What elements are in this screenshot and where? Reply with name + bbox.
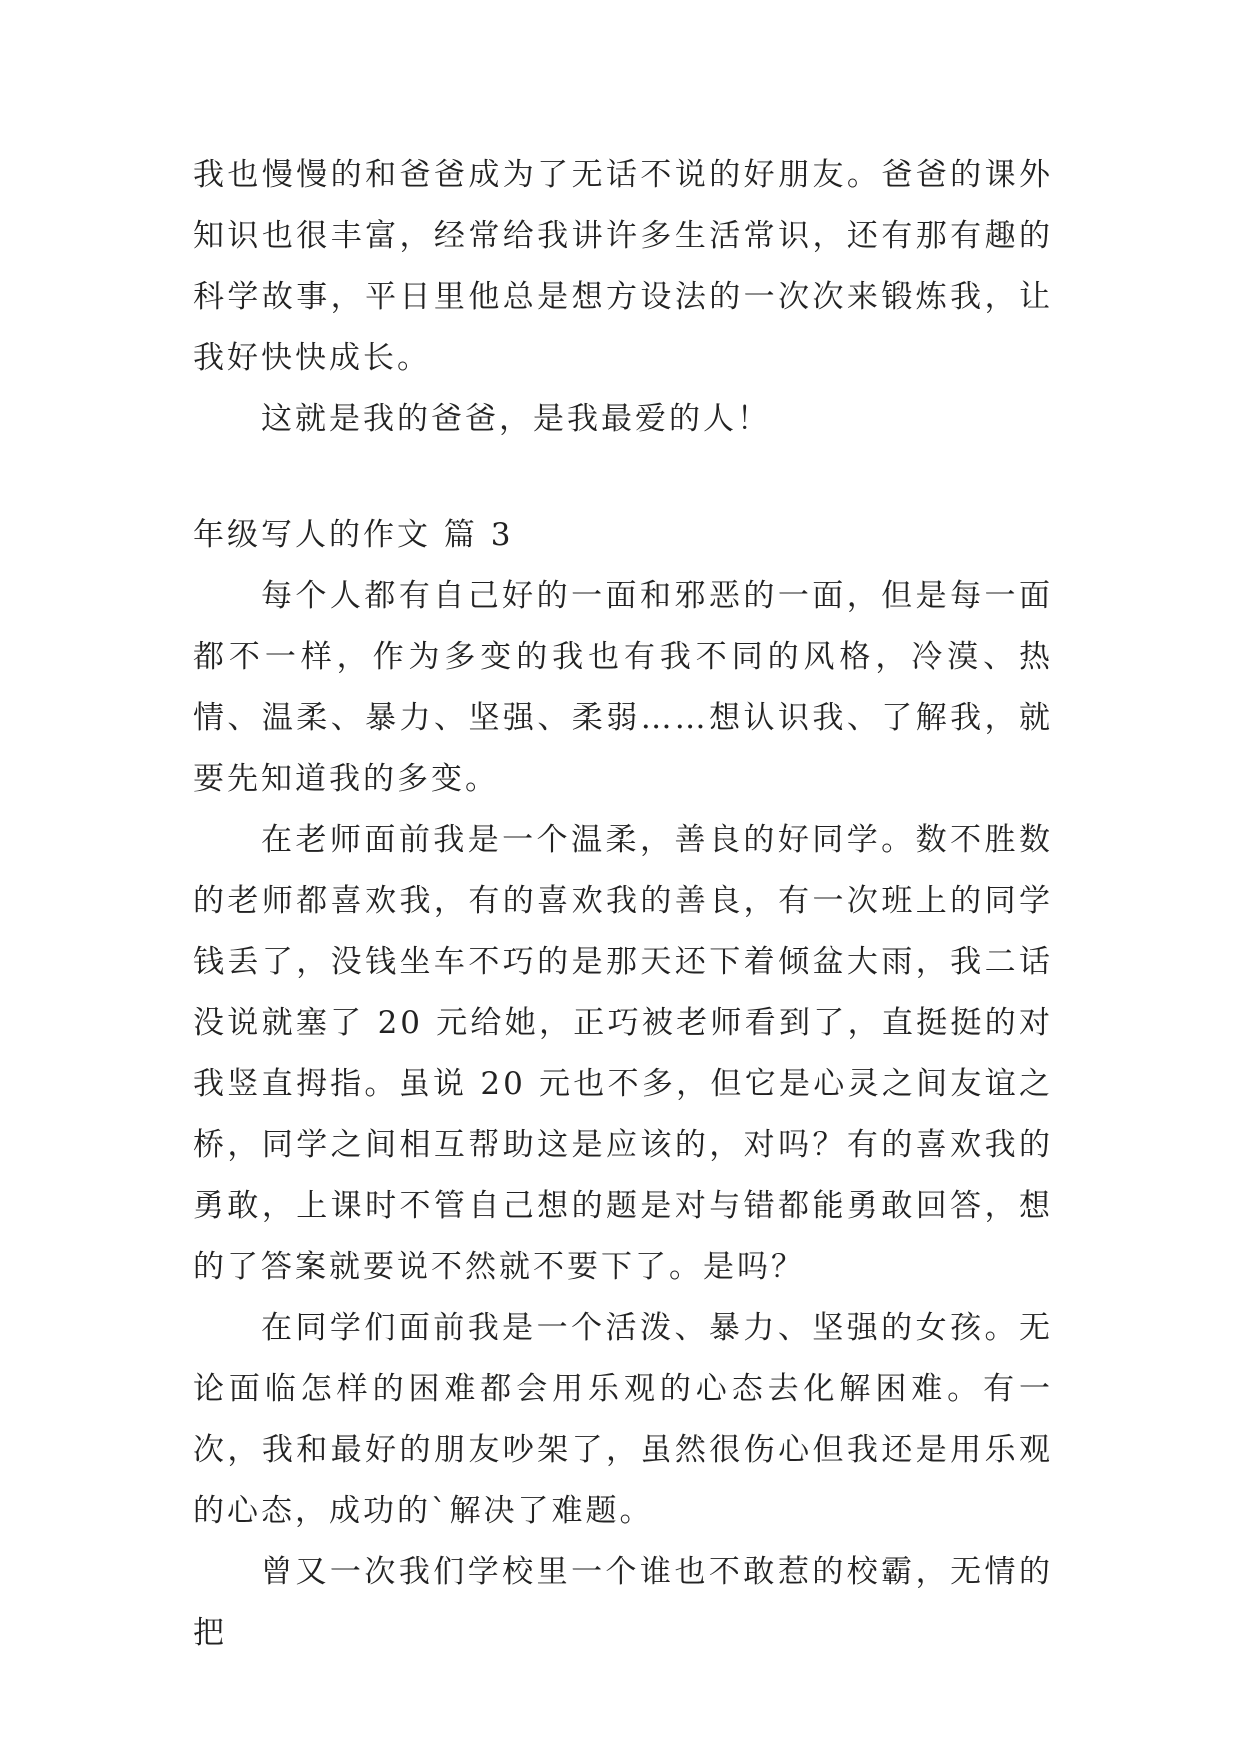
section-heading: 年级写人的作文 篇 3	[193, 517, 514, 553]
paragraph-closing: 这就是我的爸爸，是我最爱的人！	[261, 401, 771, 437]
paragraph-2: 在老师面前我是一个温柔，善良的好同学。数不胜数的老师都喜欢我，有的喜欢我的善良，有一次班上的同学钱丢了，没钱坐车不巧的是那天还下着倾盆大雨，我二话没说就塞了 20 元给她，正巧被老师看到了，直挺挺的对我竖直拇指。虽说 20 元也不多，但它是心灵之间友谊之桥，同学之间相互帮助这是应该的，对吗？有的喜欢我的勇敢，上课时不管自己想的题是对与错都能勇敢回答，想的了答案就要说不然就不要下了。是吗？	[193, 822, 1053, 1285]
paragraph-4: 曾又一次我们学校里一个谁也不敢惹的校霸，无情的把	[193, 1554, 1053, 1651]
paragraph-continued: 我也慢慢的和爸爸成为了无话不说的好朋友。爸爸的课外知识也很丰富，经常给我讲许多生活常识，还有那有趣的科学故事，平日里他总是想方设法的一次次来锻炼我，让我好快快成长。	[193, 157, 1053, 376]
paragraph-1: 每个人都有自己好的一面和邪恶的一面，但是每一面都不一样，作为多变的我也有我不同的风格，冷漠、热情、温柔、暴力、坚强、柔弱……想认识我、了解我，就要先知道我的多变。	[193, 578, 1053, 797]
document-body	[193, 145, 1053, 1664]
paragraph-3: 在同学们面前我是一个活泼、暴力、坚强的女孩。无论面临怎样的困难都会用乐观的心态去化解困难。有一次，我和最好的朋友吵架了，虽然很伤心但我还是用乐观的心态，成功的`解决了难题。	[193, 1310, 1053, 1529]
